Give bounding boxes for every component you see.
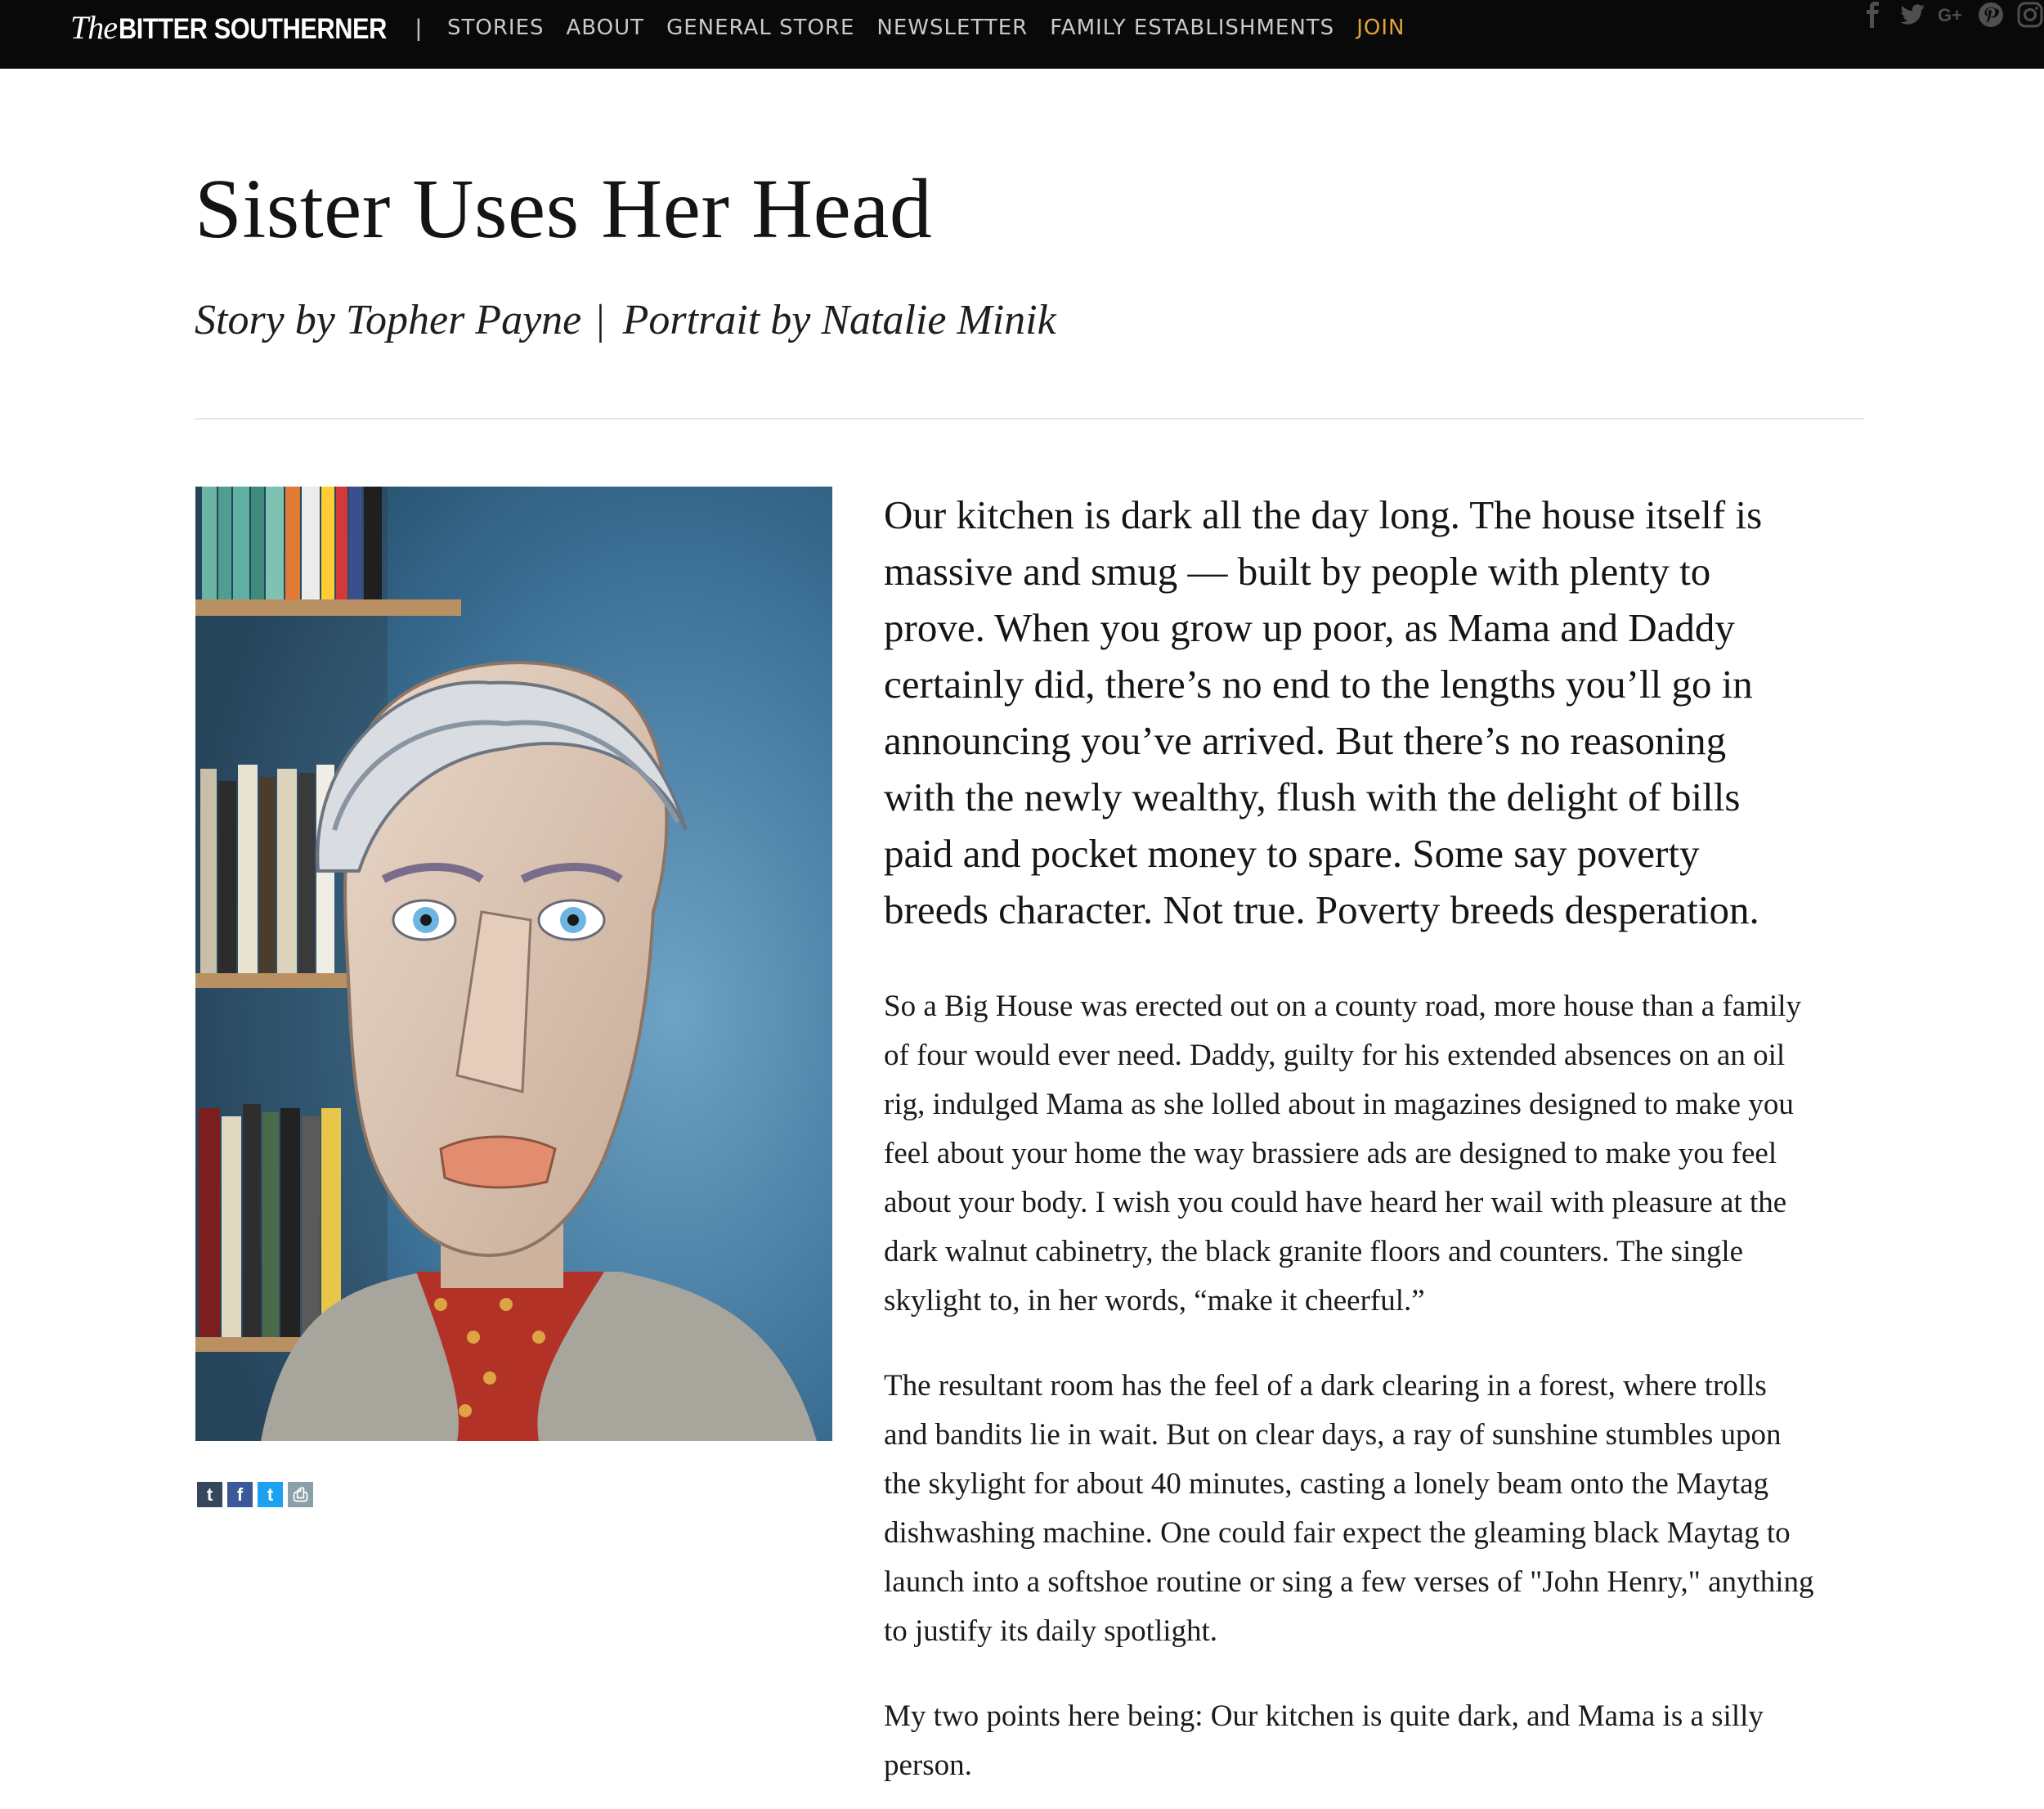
body-paragraph (884, 1692, 1865, 1790)
top-navigation-bar (0, 0, 2044, 69)
logo-name: BITTER SOUTHERNER (119, 13, 387, 45)
google-plus-icon[interactable] (1938, 1, 1966, 29)
paragraph-line: So a Big House was erected out on a county road, more house than a family (884, 990, 1802, 1023)
paragraph-line: person. (884, 1748, 972, 1782)
site-logo[interactable] (70, 8, 424, 57)
byline-portrait: Portrait by Natalie Minik (622, 297, 1056, 343)
lead-line: prove. When you grow up poor, as Mama and Daddy (884, 605, 1735, 650)
lead-line: paid and pocket money to spare. Some say poverty (884, 831, 1700, 876)
lead-line: certainly did, there’s no end to the lengths you’ll go in (884, 662, 1753, 707)
body-paragraph (884, 1362, 1865, 1656)
paragraph-line: about your body. I wish you could have heard her wail with pleasure at the (884, 1186, 1787, 1219)
paragraph-line: the skylight for about 40 minutes, casting a lonely beam onto the Maytag (884, 1467, 1769, 1501)
instagram-icon[interactable] (2016, 1, 2044, 29)
paragraph-line: dishwashing machine. One could fair expect the gleaming black Maytag to (884, 1516, 1791, 1550)
tumblr-icon[interactable]: t (197, 1482, 222, 1507)
paragraph-line: launch into a softshoe routine or sing a few verses of "John Henry," anything (884, 1565, 1814, 1599)
nav-general-store[interactable]: GENERAL STORE (666, 16, 855, 40)
paragraph-line: My two points here being: Our kitchen is quite dark, and Mama is a silly (884, 1699, 1764, 1733)
paragraph-line: The resultant room has the feel of a dark clearing in a forest, where trolls (884, 1369, 1767, 1403)
page-title: Sister Uses Her Head (195, 162, 933, 256)
main-nav (447, 16, 1405, 40)
nav-join[interactable]: JOIN (1356, 16, 1405, 40)
lead-paragraph (884, 487, 1865, 938)
svg-text:G+: G+ (1938, 5, 1962, 25)
nav-family-establishments[interactable]: FAMILY ESTABLISHMENTS (1050, 16, 1335, 40)
paragraph-line: dark walnut cabinetry, the black granite floors and counters. The single (884, 1235, 1744, 1268)
divider (195, 418, 1864, 420)
pinterest-icon[interactable] (1977, 1, 2005, 29)
paragraph-line: and bandits lie in wait. But on clear days, a ray of sunshine stumbles upon (884, 1418, 1782, 1452)
paragraph-line: feel about your home the way brassiere ads are designed to make you feel (884, 1137, 1777, 1170)
lead-line: with the newly wealthy, flush with the delight of bills (884, 774, 1741, 819)
share-buttons (197, 1482, 313, 1507)
facebook-icon[interactable] (1859, 1, 1887, 29)
article-body (884, 487, 1865, 1790)
twitter-icon[interactable] (1898, 1, 1926, 29)
portrait-image (195, 487, 832, 1441)
nav-stories[interactable]: STORIES (447, 16, 545, 40)
paragraph-line: of four would ever need. Daddy, guilty for his extended absences on an oil (884, 1039, 1786, 1072)
body-paragraph (884, 982, 1865, 1326)
byline-story: Story by Topher Payne (195, 297, 582, 343)
nav-newsletter[interactable]: NEWSLETTER (876, 16, 1029, 40)
byline-separator: | (596, 297, 605, 343)
logo-the: The (70, 9, 117, 46)
paragraph-line: rig, indulged Mama as she lolled about in magazines designed to make you (884, 1088, 1794, 1121)
twitter-share-icon[interactable]: t (258, 1482, 283, 1507)
paragraph-line: skylight to, in her words, “make it cheerful.” (884, 1284, 1425, 1317)
lead-line: announcing you’ve arrived. But there’s no reasoning (884, 718, 1727, 763)
facebook-share-icon[interactable]: f (227, 1482, 253, 1507)
lead-line: massive and smug — built by people with plenty to (884, 549, 1711, 594)
lead-line: Our kitchen is dark all the day long. The house itself is (884, 492, 1763, 537)
nav-separator: | (415, 15, 422, 42)
paragraph-line: to justify its daily spotlight. (884, 1614, 1218, 1648)
social-links (1859, 0, 2044, 29)
nav-about[interactable]: ABOUT (566, 16, 645, 40)
print-icon[interactable]: ⎙ (288, 1482, 313, 1507)
byline (195, 296, 1056, 344)
lead-line: breeds character. Not true. Poverty breeds desperation. (884, 887, 1759, 932)
